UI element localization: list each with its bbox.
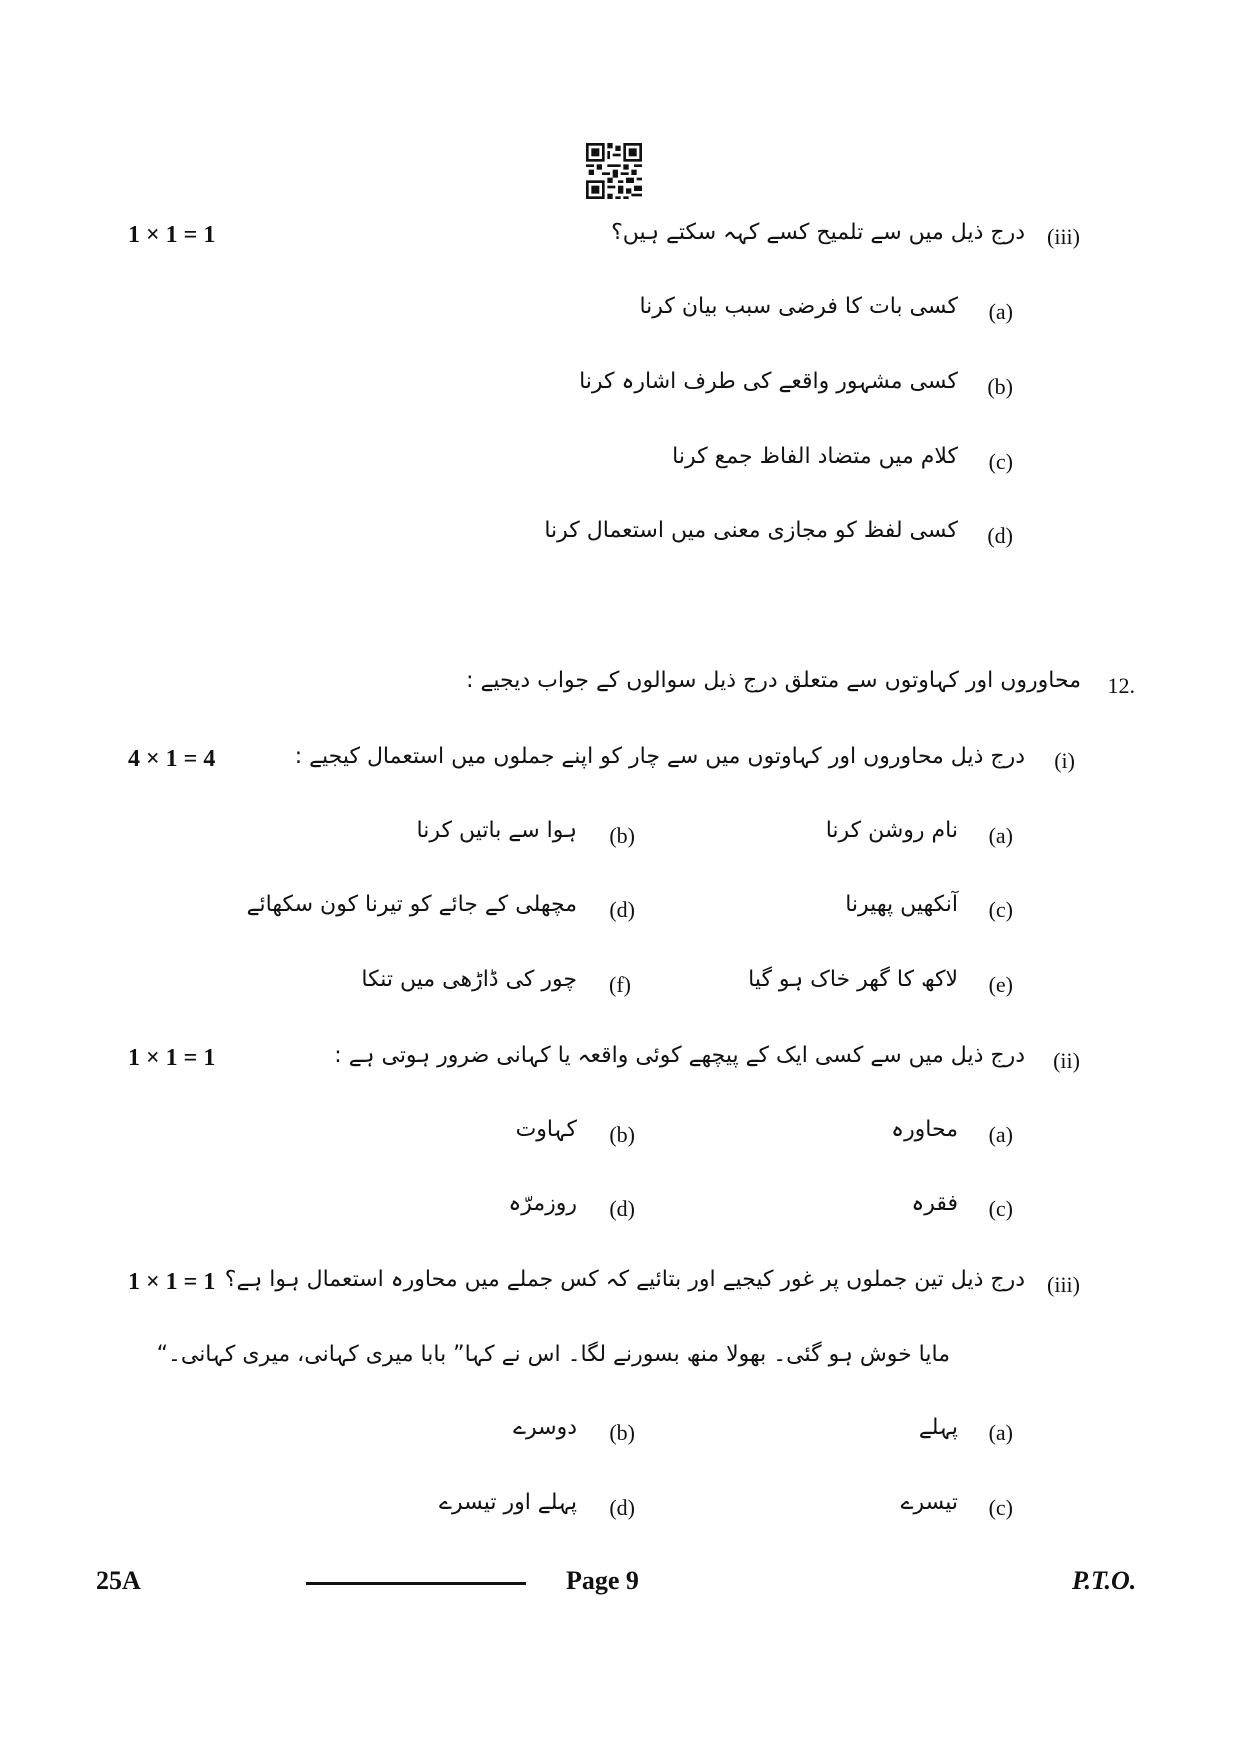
q12-iii-question: درج ذیل تین جملوں پر غور کیجیے اور بتائیے کہ کس جملے میں محاورہ استعمال ہوا ہے؟: [224, 1267, 1025, 1292]
q11-iii-option-b: کسی مشہور واقعے کی طرف اشارہ کرنا: [579, 369, 958, 394]
q12-i-option-a: نام روشن کرنا: [825, 818, 958, 843]
q12-i-option-e-label: (e): [988, 972, 1013, 997]
q12-i-option-d: مچھلی کے جائے کو تیرنا کون سکھائے: [246, 892, 577, 917]
marks-q12-ii: 1 × 1 = 1: [128, 1045, 216, 1071]
q12-iii-option-d-label: (d): [609, 1495, 635, 1520]
q12-iii-number: (iii): [1047, 1272, 1080, 1297]
q12-iii-option-c: تیسرے: [900, 1490, 958, 1515]
q12-iii-option-c-label: (c): [988, 1495, 1013, 1520]
q12-ii-option-b-label: (b): [609, 1122, 635, 1147]
q12-i-option-b: ہوا سے باتیں کرنا: [416, 818, 577, 843]
q11-iii-option-b-label: (b): [987, 374, 1013, 399]
q11-iii-option-a-label: (a): [988, 299, 1013, 324]
q12-iii-option-d: پہلے اور تیسرے: [439, 1490, 577, 1515]
footer-paper-code: 25A: [96, 1566, 141, 1595]
marks-q12-iii: 1 × 1 = 1: [128, 1269, 216, 1295]
q11-iii-question: درج ذیل میں سے تلمیح کسے کہہ سکتے ہیں؟: [611, 220, 1025, 245]
q12-i-option-b-label: (b): [609, 823, 635, 848]
q12-iii-option-b-label: (b): [609, 1420, 635, 1445]
q12-iii-option-b: دوسرے: [513, 1415, 577, 1440]
q12-i-option-d-label: (d): [609, 897, 635, 922]
q12-i-option-f: چور کی ڈاڑھی میں تنکا: [361, 967, 577, 992]
q12-ii-option-b: کہاوت: [515, 1117, 577, 1142]
q12-ii-number: (ii): [1053, 1048, 1080, 1073]
q11-iii-option-d-label: (d): [987, 523, 1013, 548]
q12-i-option-e: لاکھ کا گھر خاک ہو گیا: [748, 967, 958, 992]
q12-ii-option-a-label: (a): [988, 1122, 1013, 1147]
qr-code: [586, 143, 642, 199]
q12-iii-option-a: پہلے: [918, 1415, 958, 1440]
marks-q12-i: 4 × 1 = 4: [128, 746, 216, 772]
q12-i-option-c-label: (c): [988, 897, 1013, 922]
q12-iii-option-a-label: (a): [988, 1420, 1013, 1445]
footer-page-number: Page 9: [566, 1566, 639, 1595]
q12-i-option-f-label: (f): [609, 972, 631, 997]
q12-ii-option-d-label: (d): [609, 1196, 635, 1221]
q12-number: 12.: [1107, 673, 1135, 698]
q12-ii-option-a: محاورہ: [891, 1117, 958, 1142]
marks-q11-iii: 1 × 1 = 1: [128, 222, 216, 248]
q11-iii-option-d: کسی لفظ کو مجازی معنی میں استعمال کرنا: [544, 518, 958, 543]
q12-i-number: (i): [1054, 748, 1075, 773]
q12-i-option-c: آنکھیں پھیرنا: [845, 892, 958, 917]
q12-iii-quote: مایا خوش ہو گئی۔ بھولا منھ بسورنے لگا۔ اس نے کہا” بابا میری کہانی، میری کہانی۔“: [156, 1342, 950, 1367]
q12-ii-option-d: روزمرّہ: [508, 1191, 577, 1216]
q11-iii-option-c-label: (c): [988, 449, 1013, 474]
q11-iii-option-a: کسی بات کا فرضی سبب بیان کرنا: [639, 294, 958, 319]
q12-ii-question: درج ذیل میں سے کسی ایک کے پیچھے کوئی واقعہ یا کہانی ضرور ہوتی ہے :: [334, 1043, 1025, 1068]
footer-rule: [306, 1582, 526, 1585]
q12-ii-option-c: فقرہ: [911, 1191, 958, 1216]
q11-iii-number: (iii): [1047, 224, 1080, 249]
footer-pto: P.T.O.: [1072, 1566, 1137, 1595]
q12-question: محاوروں اور کہاوتوں سے متعلق درج ذیل سوالوں کے جواب دیجیے :: [466, 668, 1081, 693]
q12-i-question: درج ذیل محاوروں اور کہاوتوں میں سے چار کو اپنے جملوں میں استعمال کیجیے :: [294, 744, 1025, 769]
q12-ii-option-c-label: (c): [988, 1196, 1013, 1221]
q11-iii-option-c: کلام میں متضاد الفاظ جمع کرنا: [672, 444, 958, 469]
q12-i-option-a-label: (a): [988, 823, 1013, 848]
